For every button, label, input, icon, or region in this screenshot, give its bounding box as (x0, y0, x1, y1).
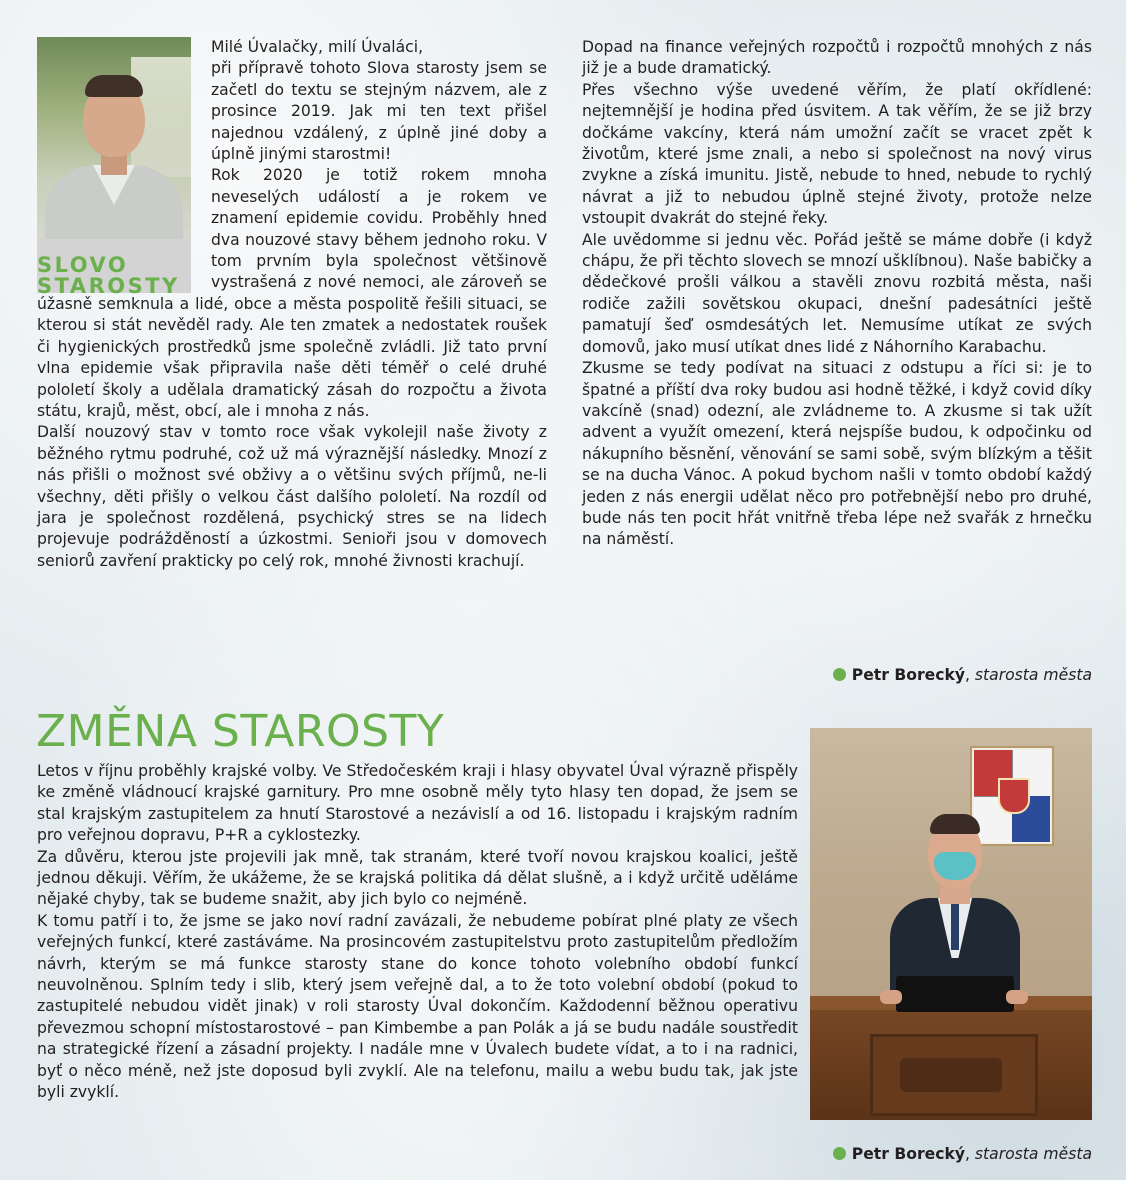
section-body (37, 761, 798, 1104)
paragraph: Letos v říjnu proběhly krajské volby. Ve Středočeském kraji i hlasy obyvatel Úval výrazně přispěly ke změně vládnoucí krajské garnitury. Pro mne osobně měly tyto hlasy ten dopad, že jsem se stal krajským zastupitelem za hnutí Starostové a nezávislí a od 16. listopadu i krajským radním pro veřejnou dopravu, P+R a cyklostezky. (37, 762, 798, 845)
article-left-column (37, 37, 547, 572)
article-heading-line1: SLOVO (37, 253, 129, 277)
signature-role: starosta města (974, 666, 1092, 684)
paragraph: Přes všechno výše uvedené věřím, že platí okřídlené: nejtemnější je hodina před úsvitem. A tak věřím, že se již brzy dočkáme vakcíny, která nám umožní začít se vracet zpět k životům, které jsme znali, a nebo si společnost na nový virus zvykne a získá imunitu. Jistě, nebude to hned, nebude to rychlý návrat a již to nebudou úplně stejné životy, protože nelze vstoupit dvakrát do stejné řeky. (582, 80, 1092, 228)
paragraph: Ale uvědomme si jednu věc. Pořád ještě se máme dobře (i když chápu, že při těchto slovech se mnozí ušklíbnou). Naše babičky a dědečkové prošli válkou a stavěli znovu rozbitá města, naši rodiče zažili sovětskou okupaci, dnešní padesátníci ještě pamatují šeď osmdesátých let. Nemusíme utíkat ze svých domovů, jako musí utíkat dnes lidé z Náhorního Karabachu. (582, 230, 1092, 356)
signature-separator: , (965, 1145, 975, 1163)
article-heading-line2: STAROSTY (37, 274, 180, 298)
article-signature (833, 665, 1092, 685)
paragraph: Zkusme se tedy podívat na situaci z odstupu a říci si: je to špatné a příští dva roky budou asi hodně těžké, i když covid díky vakcíně (snad) odezní, ale zvládneme to. A zkusme si tak užít advent a využít omezení, která nejspíše budou, k odpočinku od nákupního běsnění, věnování se sami sobě, svým blízkým a těšit se na ducha Vánoc. A pokud bychom našli v tomto období každý jeden z nás energii udělat něco pro potřebnější nebo pro druhé, bude nás ten pocit hřát vnitřně třeba lépe než svařák z hrnečku na náměstí. (582, 359, 1092, 549)
paragraph: Další nouzový stav v tomto roce však vykolejil naše životy z běžného rytmu podruhé, což už má výraznější následky. Mnozí z nás přišli o možnost své obživy a o většinu svých příjmů, ne-li všechny, děti přišly o velkou část dalšího pololetí. Na rozdíl od jara je společnost rozdělená, psychický stres se na lidech projevuje podrážděností a úzkostmi. Senioři jsou v domovech seniorů zavření prakticky po celý rok, mnohé živnosti krachují. (37, 423, 547, 570)
paragraph: Za důvěru, kterou jste projevili jak mně, tak stranám, které tvoří novou krajskou koalici, ještě jednou děkuji. Věřím, že ukážeme, že se krajská politika dá dělat slušně, a i když určitě uděláme nějaké chyby, tak se budeme snažit, aby jich bylo co nejméně. (37, 847, 798, 909)
signature-separator: , (965, 666, 975, 684)
article-heading-box (37, 239, 191, 298)
paragraph: Rok 2020 je totiž rokem mnoha neveselých událostí a je rokem ve znamení epidemie covidu. Proběhly hned dva nouzové stavy během jednoho roku. V tom prvním byla společnost většinově vystrašená z nové nemoci, ale zároveň se úžasně semknula a lidé, obce a města pospolitě řešili situaci, se kterou si stát nevěděl rady. Ale ten zmatek a nedostatek roušek či hygienických prostředků jsme společně zvládli. Již tato první vlna epidemie však připravila naše děti téměř o celé druhé pololetí školy a udělala dramatický zásah do rozpočtu a života státu, krajů, měst, obcí, ale i mnoha z nás. (37, 166, 547, 420)
paragraph: Dopad na finance veřejných rozpočtů i rozpočtů mnohých z nás již je a bude dramatický. (582, 38, 1092, 78)
bullet-dot-icon (833, 1147, 846, 1160)
signature-name: Petr Borecký (851, 1145, 965, 1163)
section-title: ZMĚNA STAROSTY (36, 706, 445, 757)
mayor-portrait-block (37, 37, 191, 298)
greeting-paragraph: Milé Úvalačky, milí Úvaláci, (211, 38, 424, 56)
paragraph: při přípravě tohoto Slova starosty jsem se začetl do textu se stejným názvem, ale z prosince 2019. Jak mi ten text přišel najednou vzdálený, z úplně jiné doby a úplně jinými starostmi! (211, 59, 547, 164)
paragraph: K tomu patří i to, že jsme se jako noví radní zavázali, že nebudeme pobírat plné platy ze všech veřejných funkcí, které zastáváme. Na prosincovém zastupitelstvu proto zastupitelům předložím návrh, kterým se má funkce starosty stane do konce tohoto volebního období funkcí neuvolněnou. Splním tedy i slib, který jsem veřejně dal, a to že toto volební období (pokud to zastupitelé nebudou vidět jinak) v roli starosty Úval dokončím. Každodenní běžnou operativu převezmou schopní místostarostové – pan Kimbembe a pan Polák a já se budu nadále soustředit na strategické řízení a zásadní projekty. I nadále mne v Úvalech budete vídat, a to i na radnici, byť o něco méně, než jste doposud byli zvyklí. Ale na telefonu, mailu a webu budu tak, jak jste byli zvyklí. (37, 911, 798, 1102)
coat-of-arms (970, 746, 1054, 846)
mayor-podium-photo (810, 728, 1092, 1120)
mayor-portrait-photo (37, 37, 191, 239)
signature-role: starosta města (974, 1145, 1092, 1163)
bullet-dot-icon (833, 668, 846, 681)
article-right-column (582, 37, 1092, 551)
section-signature (833, 1144, 1092, 1164)
signature-name: Petr Borecký (851, 666, 965, 684)
